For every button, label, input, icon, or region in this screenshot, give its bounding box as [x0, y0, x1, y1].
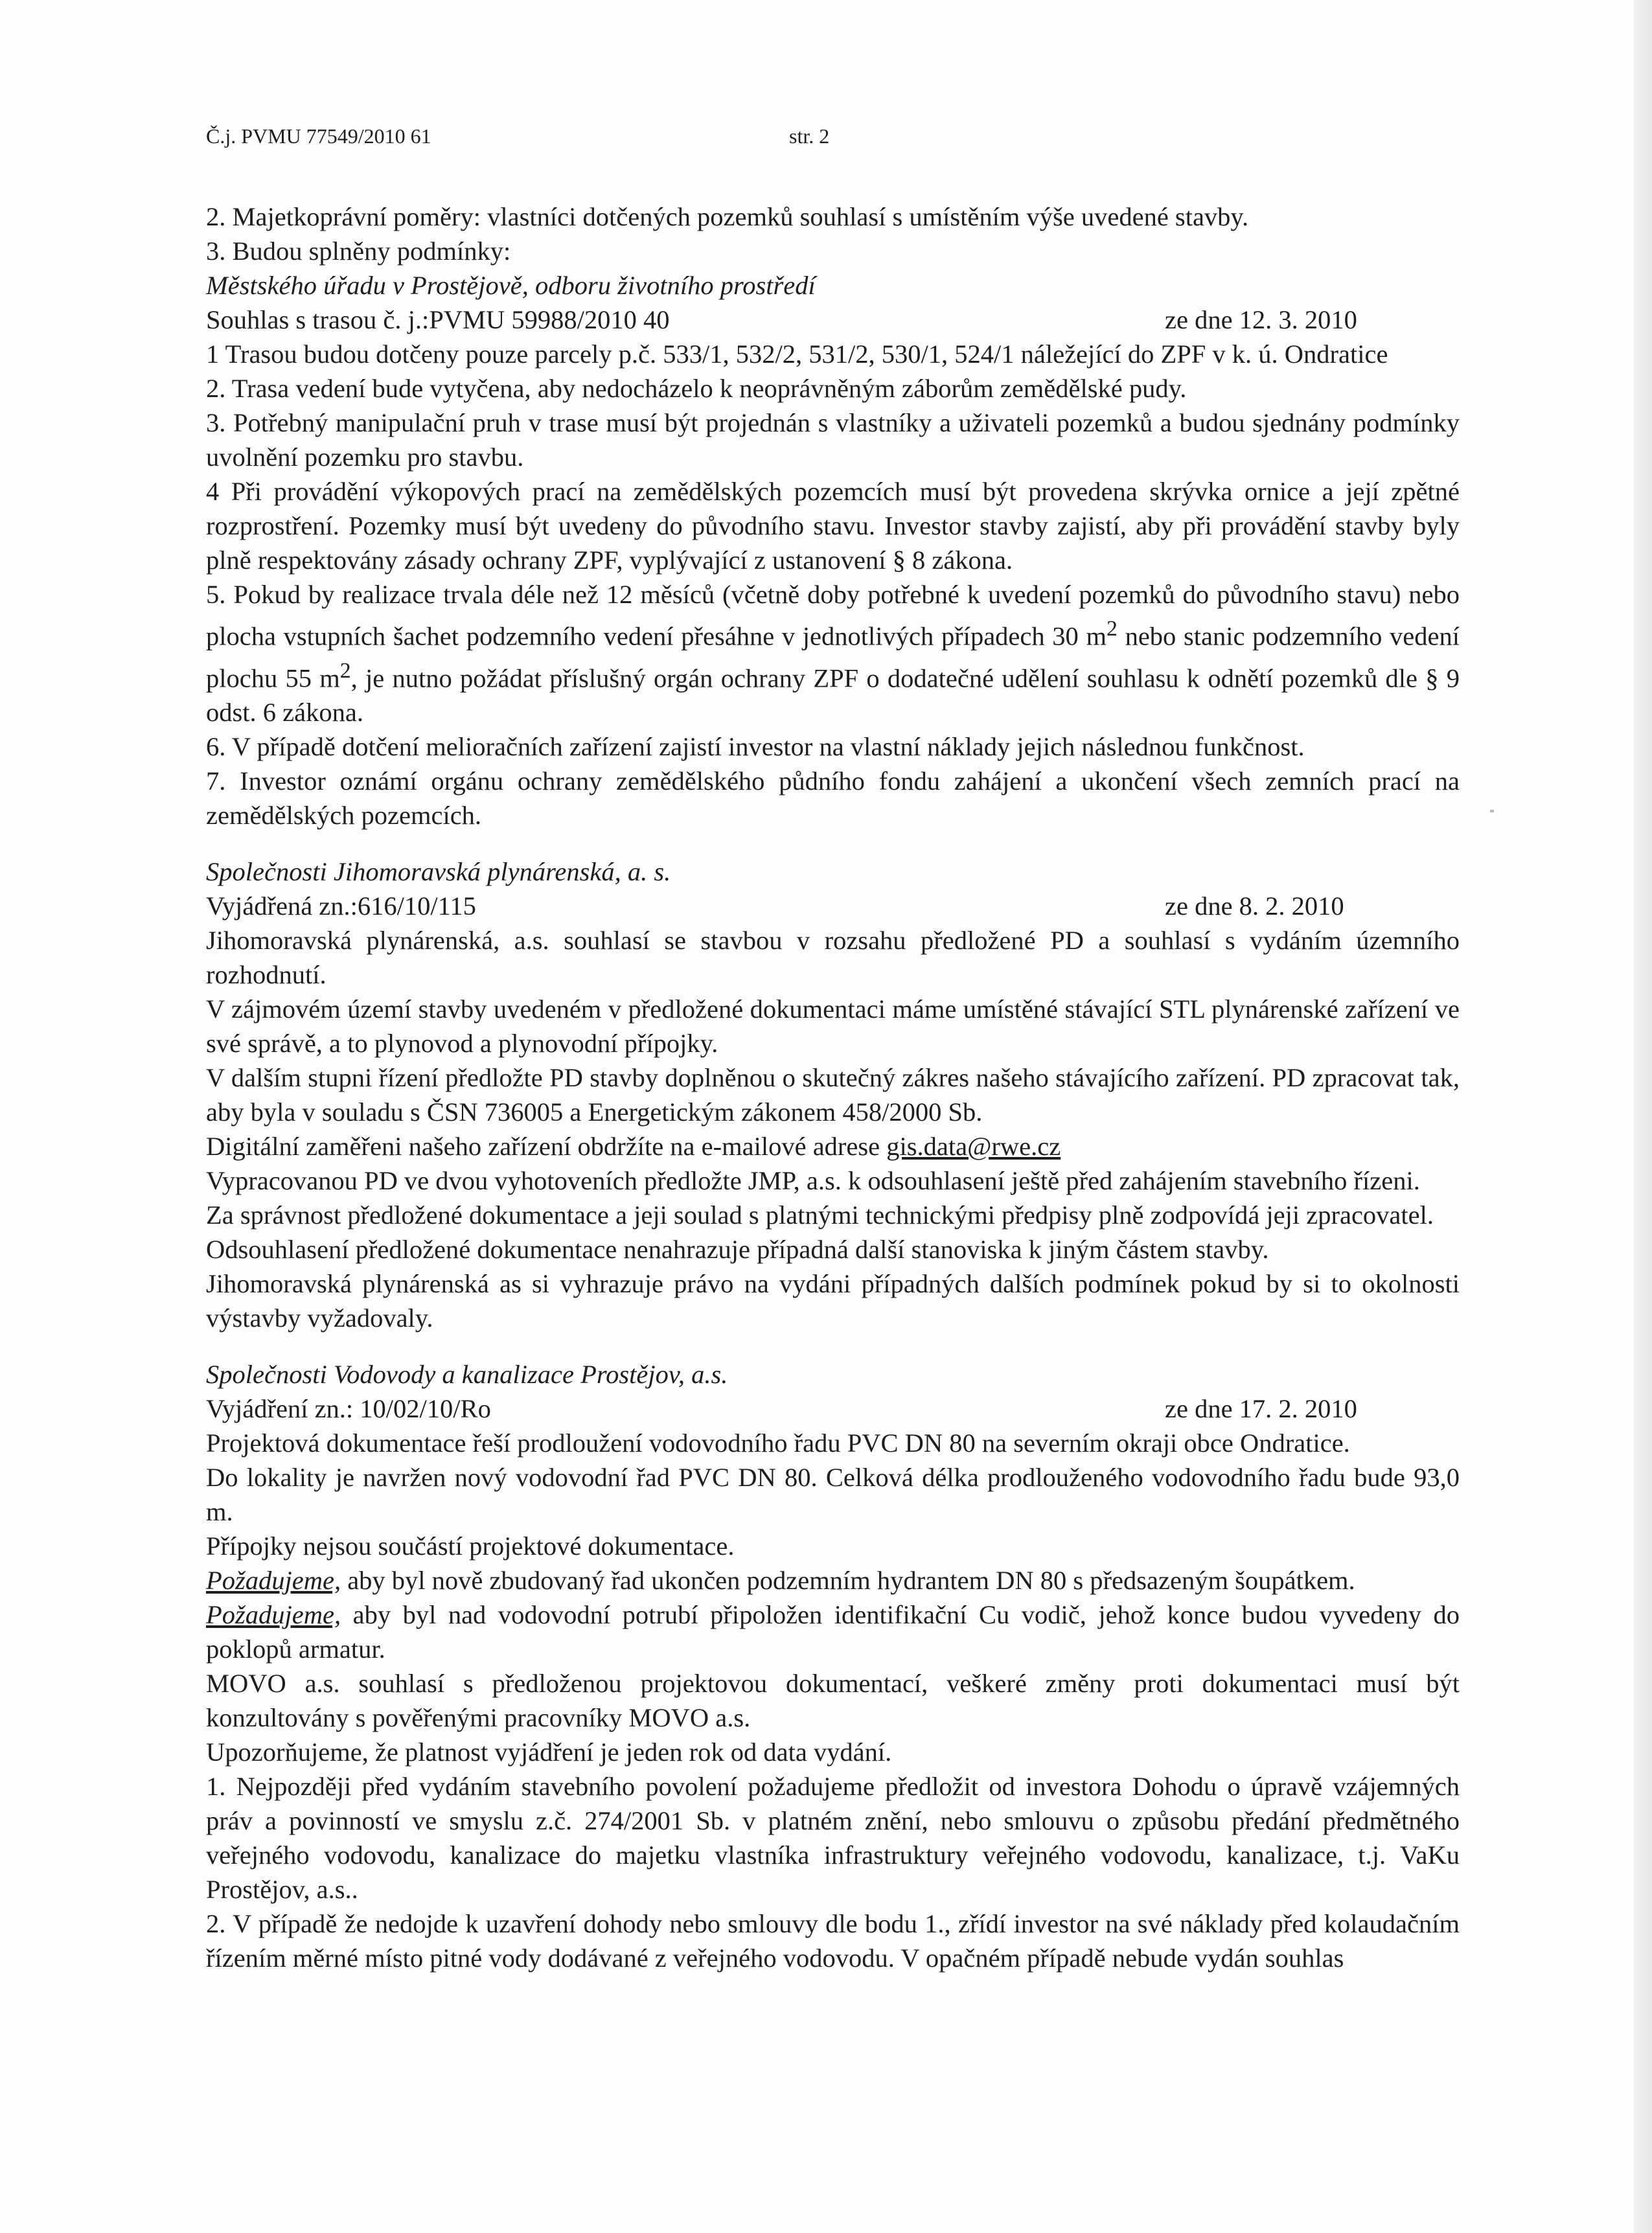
requirement-text: aby byl nově zbudovaný řad ukončen podzemním hydrantem DN 80 s předsazeným šoupátkem.: [341, 1566, 1355, 1595]
jmp-paragraph: V dalším stupni řízení předložte PD stavby doplněnou o skutečný zákres našeho stávajícího zařízení. PD zpracovat tak, aby byla v souladu s ČSN 736005 a Energetickým zákonem 458/2000 Sb.: [206, 1063, 1460, 1127]
email-link[interactable]: gis.data@rwe.cz: [886, 1132, 1061, 1161]
vak-requirement: [206, 1563, 1460, 1597]
condition-item: 7. Investor oznámí orgánu ochrany zemědělského půdního fondu zahájení a ukončení všech zemních prací na zemědělských pozemcích.: [206, 766, 1460, 830]
vak-paragraph: Do lokality je navržen nový vodovodní řad PVC DN 80. Celková délka prodlouženého vodovodního řadu bude 93,0 m.: [206, 1463, 1460, 1526]
section-heading-vak: Společnosti Vodovody a kanalizace Prostějov, a.s.: [206, 1360, 728, 1389]
reference-number: Č.j. PVMU 77549/2010 61: [206, 124, 431, 148]
reference-label: Vyjádřená zn.:616/10/115: [206, 891, 476, 921]
reference-date: ze dne 12. 3. 2010: [1165, 305, 1357, 334]
reference-label: Souhlas s trasou č. j.:PVMU 59988/2010 40: [206, 305, 670, 334]
vak-paragraph: Projektová dokumentace řeší prodloužení vodovodního řadu PVC DN 80 na severním okraji obce Ondratice.: [206, 1428, 1350, 1458]
item5-text-a: 5. Pokud by realizace trvala déle než 12 měsíců (včetně doby potřebné k uvedení pozemků do původního stavu) nebo plocha vstupních šachet podzemního vedení přesáhne v jednotlivých případech 30 m: [206, 580, 1460, 651]
condition-item: 1 Trasou budou dotčeny pouze parcely p.č. 533/1, 532/2, 531/2, 530/1, 524/1 náležející do ZPF v k. ú. Ondratice: [206, 339, 1388, 369]
reference-row-mestsky: [206, 303, 1460, 337]
vak-paragraph: Přípojky nejsou součástí projektové dokumentace.: [206, 1531, 735, 1561]
document-body: [206, 200, 1460, 1975]
superscript: 2: [1107, 617, 1118, 641]
reference-label: Vyjádření zn.: 10/02/10/Ro: [206, 1394, 491, 1423]
section-heading-jmp: Společnosti Jihomoravská plynárenská, a. s.: [206, 857, 671, 886]
paragraph-ownership: 2. Majetkoprávní poměry: vlastníci dotčených pozemků souhlasí s umístěním výše uvedené stavby.: [206, 202, 1249, 231]
condition-item-5: [206, 577, 1460, 729]
vak-paragraph: 1. Nejpozději před vydáním stavebního povolení požadujeme předložit od investora Dohodu o úpravě vzájemných práv a povinností ve smyslu z.č. 274/2001 Sb. v platném znění, nebo smlouvu o způsobu předání předmětného veřejného vodovodu, kanalizace do majetku vlastníka infrastruktury veřejného vodovodu, kanalizace, t.j. VaKu Prostějov, a.s..: [206, 1772, 1460, 1904]
item5-text-c: , je nutno požádat příslušný orgán ochrany ZPF o dodatečné udělení souhlasu k odnětí pozemků dle § 9 odst. 6 zákona.: [206, 663, 1460, 727]
section-gap: [206, 1335, 1460, 1357]
requirement-keyword: Požadujeme,: [206, 1566, 341, 1595]
condition-item: 3. Potřebný manipulační pruh v trase musí být projednán s vlastníky a uživateli pozemků a budou sjednány podmínky uvolnění pozemku pro stavbu.: [206, 408, 1460, 472]
superscript: 2: [339, 658, 351, 683]
jmp-paragraph: V zájmovém území stavby uvedeném v předložené dokumentaci máme umístěné stávající STL plynárenské zařízení ve své správě, a to plynovod a plynovodní přípojky.: [206, 994, 1460, 1058]
requirement-text: aby byl nad vodovodní potrubí připoložen identifikační Cu vodič, jehož konce budou vyvedeny do poklopů armatur.: [206, 1600, 1460, 1664]
condition-item: 4 Při provádění výkopových prací na zemědělských pozemcích musí být provedena skrývka ornice a její zpětné rozprostření. Pozemky musí být uvedeny do původního stavu. Investor stavby zajistí, aby při provádění stavby byly plně respektovány zásady ochrany ZPF, vyplývající z ustanovení § 8 zákona.: [206, 477, 1460, 575]
condition-item: 2. Trasa vedení bude vytyčena, aby nedocházelo k neoprávněným záborům zemědělské pudy.: [206, 374, 1187, 403]
jmp-paragraph: Vypracovanou PD ve dvou vyhotoveních předložte JMP, a.s. k odsouhlasení ještě před zahájením stavebního řízeni.: [206, 1166, 1420, 1195]
section-heading-mestsky-urad: Městského úřadu v Prostějově, odboru životního prostředí: [206, 271, 816, 300]
reference-date: ze dne 8. 2. 2010: [1165, 891, 1344, 921]
section-gap: [206, 832, 1460, 854]
page-number: str. 2: [789, 124, 830, 148]
reference-row-jmp: [206, 889, 1460, 923]
requirement-keyword: Požadujeme,: [206, 1600, 341, 1629]
jmp-email-paragraph: [206, 1129, 1460, 1163]
jmp-paragraph: Za správnost předložené dokumentace a jeji soulad s platnými technickými předpisy plně zodpovídá jeji zpracovatel.: [206, 1200, 1434, 1230]
vak-requirement: [206, 1597, 1460, 1666]
scan-edge-shadow: [1634, 0, 1652, 2233]
reference-row-vak: [206, 1391, 1460, 1426]
condition-item: 6. V případě dotčení melioračních zařízení zajistí investor na vlastní náklady jejich následnou funkčnost.: [206, 732, 1305, 761]
email-prefix: Digitální zaměřeni našeho zařízení obdržíte na e-mailové adrese: [206, 1132, 887, 1161]
scan-speck: [1490, 810, 1494, 812]
jmp-paragraph: Jihomoravská plynárenská as si vyhrazuje právo na vydáni případných dalších podmínek pokud by si to okolnosti výstavby vyžadovaly.: [206, 1269, 1460, 1333]
vak-paragraph: MOVO a.s. souhlasí s předloženou projektovou dokumentací, veškeré změny proti dokumentaci musí být konzultovány s pověřenými pracovníky MOVO a.s.: [206, 1669, 1460, 1732]
paragraph-conditions: 3. Budou splněny podmínky:: [206, 236, 511, 266]
reference-date: ze dne 17. 2. 2010: [1165, 1394, 1357, 1423]
vak-paragraph: Upozorňujeme, že platnost vyjádření je jeden rok od data vydání.: [206, 1737, 892, 1767]
jmp-paragraph: Jihomoravská plynárenská, a.s. souhlasí se stavbou v rozsahu předložené PD a souhlasí s vydáním územního rozhodnutí.: [206, 926, 1460, 989]
vak-paragraph: 2. V případě že nedojde k uzavření dohody nebo smlouvy dle bodu 1., zřídí investor na své náklady před kolaudačním řízením měrné místo pitné vody dodávané z veřejného vodovodu. V opačném případě nebude vydán souhlas: [206, 1909, 1460, 1973]
page-header: [206, 124, 830, 148]
item5-text-b: nebo stanic podzemního vedení plochu 55 m: [206, 621, 1460, 693]
jmp-paragraph: Odsouhlasení předložené dokumentace nenahrazuje případná další stanoviska k jiným částem stavby.: [206, 1235, 1269, 1264]
